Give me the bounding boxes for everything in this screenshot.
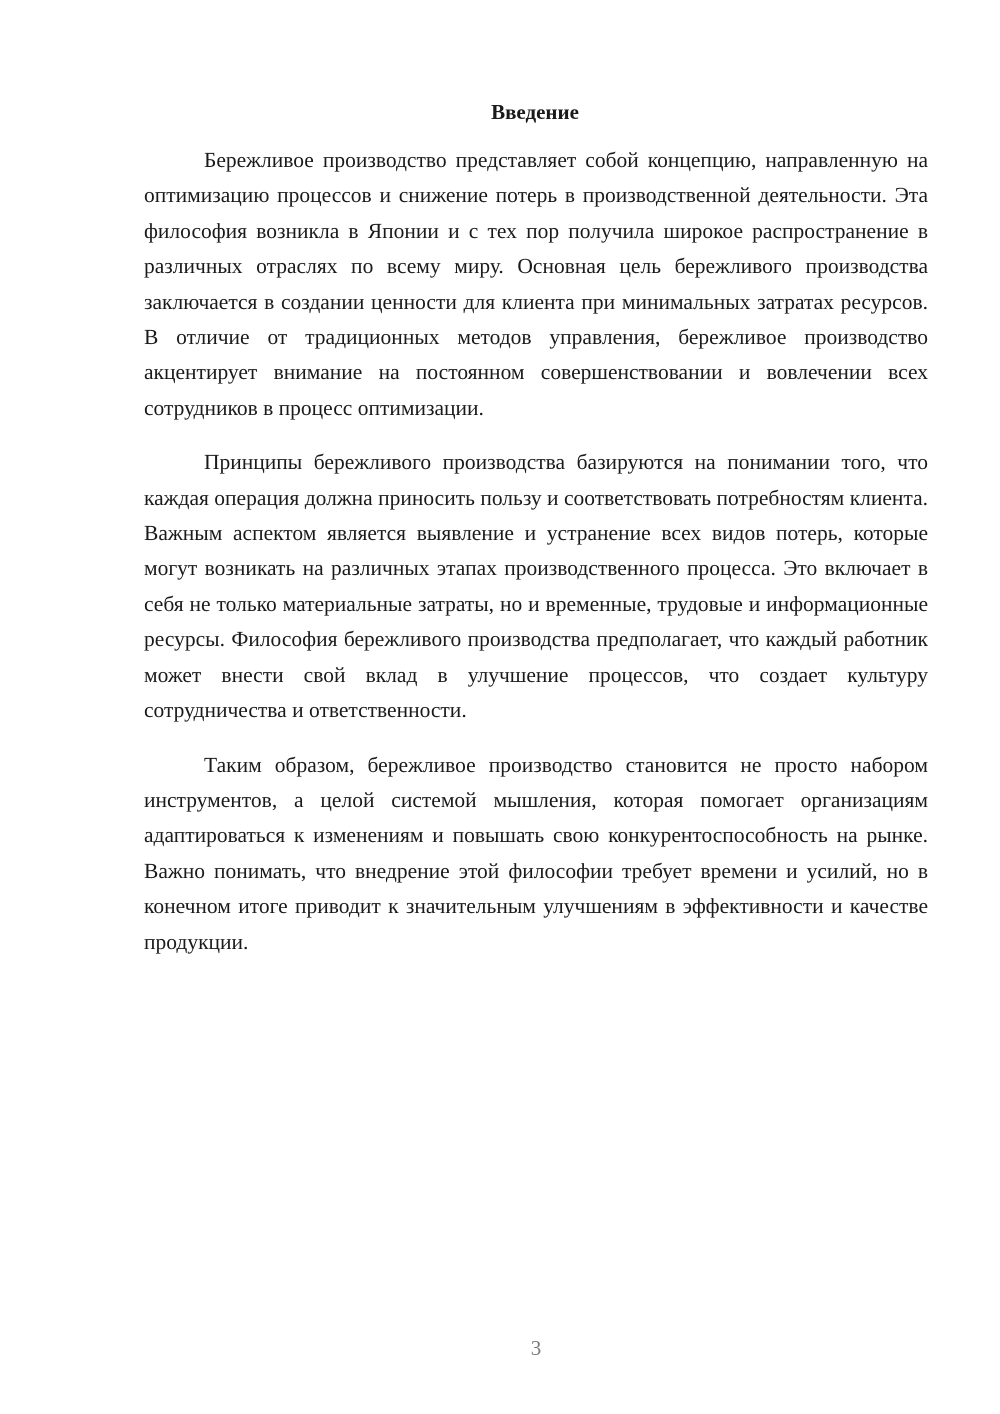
paragraph: Принципы бережливого производства базируются на понимании того, что каждая операция должна приносить пользу и соответствовать потребностям клиента. Важным аспектом является выявление и устранение всех видов потерь, которые могут возникать на различных этапах производственного процесса. Это включает в себя не только материальные затраты, но и временные, трудовые и информационные ресурсы. Философия бережливого производства предполагает, что каждый работник может внести свой вклад в улучшение процессов, что создает культуру сотрудничества и ответственности. xyxy=(144,450,928,723)
paragraph: Бережливое производство представляет собой концепцию, направленную на оптимизацию процессов и снижение потерь в производственной деятельности. Эта философия возникла в Японии и с тех пор получила широкое распространение в различных отраслях по всему миру. Основная цель бережливого производства заключается в создании ценности для клиента при минимальных затратах ресурсов. В отличие от традиционных методов управления, бережливое производство акцентирует внимание на постоянном совершенствовании и вовлечении всех сотрудников в процесс оптимизации. xyxy=(144,148,928,420)
body-text xyxy=(144,143,928,960)
section-title: Введение xyxy=(491,100,579,124)
page-number: 3 xyxy=(530,1336,542,1360)
paragraph: Таким образом, бережливое производство становится не просто набором инструментов, а целой системой мышления, которая помогает организациям адаптироваться к изменениям и повышать свою конкурентоспособность на рынке. Важно понимать, что внедрение этой философии требует времени и усилий, но в конечном итоге приводит к значительным улучшениям в эффективности и качестве продукции. xyxy=(144,752,928,954)
